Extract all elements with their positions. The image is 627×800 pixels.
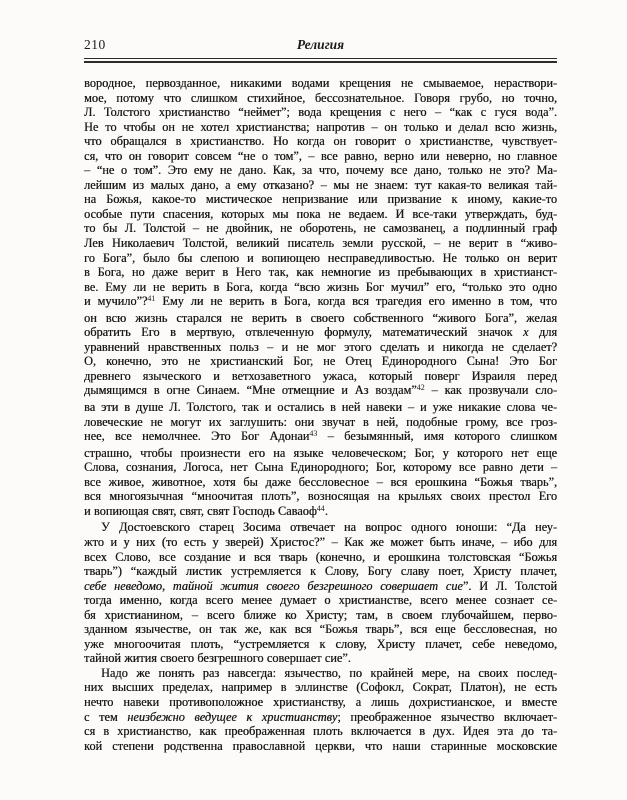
text-line bbox=[84, 369, 557, 384]
text-line bbox=[84, 695, 557, 710]
body-text: – безымянный, имя которого слишком bbox=[317, 429, 557, 444]
body-text: них высших пределах, например в эллинстве (Софокл, Сократ, Платон), не есть bbox=[84, 680, 557, 695]
text-line bbox=[84, 637, 557, 652]
text-line bbox=[84, 680, 557, 695]
body-text: . bbox=[324, 503, 328, 518]
text-line bbox=[84, 120, 557, 135]
text-line bbox=[84, 221, 557, 236]
text-line bbox=[84, 178, 557, 193]
text-line bbox=[84, 383, 557, 400]
text-line bbox=[84, 579, 557, 594]
text-line bbox=[84, 340, 557, 355]
body-text: О, конечно, это не христианский Бог, не Отец Единородного Сына! Это Бог bbox=[84, 354, 557, 369]
body-text: уравнений нравственных польз – и не мог этого сделать и никогда не сделает? bbox=[84, 339, 557, 354]
text-line bbox=[84, 91, 557, 106]
text-line bbox=[84, 265, 557, 280]
text-line bbox=[84, 76, 557, 91]
emphasis-text: неизбежно ведущее к христианству bbox=[127, 709, 338, 724]
body-text: Слова, сознания, Логоса, нет Сына Единородного; Бог, которому все равно дети – bbox=[84, 460, 557, 475]
body-text: вородное, первозданное, никакими водами крещения не смываемое, нераствори- bbox=[84, 76, 557, 90]
paragraph bbox=[84, 520, 557, 665]
text-line bbox=[84, 354, 557, 369]
text-line bbox=[84, 325, 557, 340]
body-text: страшно, чтобы произнести его на языке человеческом; Бог, у которого нет еще bbox=[84, 445, 557, 460]
body-text: ; преображенное язычество включает- bbox=[337, 709, 558, 724]
body-text: вся многоязычная “мноочитая плоть”, возносящая на крыльях своих престол Его bbox=[84, 489, 557, 504]
emphasis-text: x bbox=[522, 325, 529, 340]
text-line bbox=[84, 400, 557, 415]
text-line bbox=[84, 550, 557, 565]
text-line bbox=[84, 460, 557, 475]
body-text: зданном язычестве, он так же, как вся “Божья тварь”, вся еще бессловесная, но bbox=[84, 622, 557, 637]
body-text: мое, потому что слишком стихийное, бессознательное. Говоря грубо, но точно, bbox=[84, 90, 557, 105]
body-text: бя христианином, – всего ближе ко Христу; там, в своем глубочайшем, перво- bbox=[84, 607, 557, 622]
body-text: ”. И Л. Толстой bbox=[462, 578, 557, 593]
text-line bbox=[84, 429, 557, 446]
text-line bbox=[84, 192, 557, 207]
body-text: Не то чтобы он не хотел христианства; напротив – он только и делал всю жизнь, bbox=[84, 119, 557, 134]
text-line bbox=[84, 415, 557, 430]
text-line bbox=[84, 520, 557, 535]
body-text: кой степени родственна православной церкви, что наши старинные московские bbox=[84, 738, 557, 753]
body-text: тварь”) “каждый листик устремляется к Слову, Богу славу поет, Христу плачет, bbox=[84, 564, 557, 579]
footnote-ref: 44 bbox=[316, 503, 325, 513]
text-line bbox=[84, 622, 557, 637]
text-line bbox=[84, 280, 557, 295]
body-text: тогда именно, когда всего менее думает о христианстве, всего менее сознает се- bbox=[84, 593, 557, 608]
body-text: Надо же понять раз навсегда: язычество, по крайней мере, на своих послед- bbox=[101, 665, 557, 680]
body-text: жто и у них (то есть у зверей) Христос?” – Как же может быть иначе, – ибо для bbox=[84, 534, 557, 549]
body-text: ловеческие не могут их заглушить: они звучат в ней, подобные грому, все гроз- bbox=[84, 414, 557, 429]
text-line bbox=[84, 163, 557, 178]
text-line bbox=[84, 446, 557, 461]
body-text: ве. Ему ли не верить в Бога, когда “всю жизнь Бог мучил” его, “только это одно bbox=[84, 279, 557, 294]
body-text: на Божья, какое-то мистическое непризвание или призвание к иному, какие-то bbox=[84, 192, 557, 207]
body-text: нечто навеки противоположное христианству, а лишь дохристианское, и вместе bbox=[84, 694, 557, 709]
body-text: всех Слово, все создание и вся тварь (конечно, и ерошкина толстовская “Божья bbox=[84, 549, 557, 564]
body-text: Л. Толстого христианство “неймет”; вода крещения с него – “как с гуся вода”. bbox=[84, 105, 557, 120]
text-line bbox=[84, 724, 557, 739]
body-text: тайной жития своего безгрешного совершает сие”. bbox=[84, 651, 351, 666]
page-header bbox=[84, 36, 557, 53]
body-text: го Бога”, было бы слепою и вопиющею несправедливостью. Не только он верит bbox=[84, 250, 557, 265]
footnote-ref: 42 bbox=[416, 383, 425, 393]
body-text: древнего языческого и ветхозаветного ужаса, который поверг Израиля перед bbox=[84, 368, 557, 383]
body-text: для bbox=[528, 325, 557, 340]
body-text: Лев Николаевич Толстой, великий писатель земли русской, – не верит в “живо- bbox=[84, 236, 557, 251]
text-block bbox=[84, 76, 557, 753]
body-text: – как прозвучали сло- bbox=[424, 383, 557, 398]
body-text: лейшим из малых дано, а ему отказано? – мы не знаем: тут какая-то великая тай- bbox=[84, 177, 557, 192]
body-text: ва эти в душе Л. Толстого, так и остались в ней навеки – и уже никакие слова че- bbox=[84, 400, 557, 415]
body-text: ся, что он говорит совсем “не о том”, – все равно, верно или неверно, но главное bbox=[84, 148, 557, 163]
text-line bbox=[84, 134, 557, 149]
body-text: и вопиющая свят, свят, свят Господь Саваоф bbox=[84, 503, 317, 518]
text-line bbox=[84, 535, 557, 550]
body-text: – “не о том”. Это ему не дано. Как, за что, почему все дано, только не это? Ма- bbox=[84, 163, 557, 178]
text-line bbox=[84, 251, 557, 266]
paragraph bbox=[84, 666, 557, 753]
body-text: в Бога, но даже верит в Него так, как немногие из пребывающих в христианст- bbox=[84, 265, 557, 280]
text-line bbox=[84, 739, 557, 754]
body-text: ся в христианство, как преображенная плоть включается в дух. Идея эта до та- bbox=[84, 724, 557, 739]
text-line bbox=[84, 608, 557, 623]
body-text: нее, все немолчнее. Это Бог Адонаи bbox=[84, 429, 310, 444]
body-text: Ему ли не верить в Бога, когда вся трагедия его именно в том, что bbox=[155, 294, 557, 309]
text-line bbox=[84, 475, 557, 490]
text-line bbox=[84, 564, 557, 579]
body-text: и мучило”? bbox=[84, 294, 148, 309]
footnote-ref: 41 bbox=[147, 294, 156, 304]
body-text: дымящимся в огне Синаем. “Мне отмещние и Аз воздам” bbox=[84, 383, 417, 398]
running-head: Религия bbox=[296, 37, 345, 52]
paragraph bbox=[84, 76, 557, 520]
body-text: что обращался в христианство. Но когда он говорит о христианстве, чувствует- bbox=[84, 134, 557, 149]
text-line bbox=[84, 105, 557, 120]
text-line bbox=[84, 149, 557, 164]
body-text: особые пути спасения, которых мы пока не ведаем. И все-таки утверждать, буд- bbox=[84, 206, 557, 221]
emphasis-text: себе неведомо, тайной жития своего безгрешного совершает сие bbox=[84, 578, 463, 593]
body-text: то бы Л. Толстой – не двойник, не оборотень, не самозванец, а подлинный граф bbox=[84, 221, 557, 236]
header-rule bbox=[84, 58, 557, 63]
text-line bbox=[84, 710, 557, 725]
text-line bbox=[84, 666, 557, 681]
text-line bbox=[84, 207, 557, 222]
page-number: 210 bbox=[84, 37, 106, 52]
text-line bbox=[84, 311, 557, 326]
text-line bbox=[84, 236, 557, 251]
text-line bbox=[84, 294, 557, 311]
text-line bbox=[84, 489, 557, 504]
body-text: обратить Его в мертвую, отвлеченную формулу, математический значок bbox=[84, 325, 523, 340]
body-text: он всю жизнь старался не верить в своего собственного “живого Бога”, желая bbox=[84, 310, 557, 325]
footnote-ref: 43 bbox=[309, 429, 318, 439]
body-text: У Достоевского старец Зосима отвечает на вопрос одного юноши: “Да неу- bbox=[101, 520, 557, 535]
body-text: уже многоочитая плоть, “устремляется к слову, Христу плачет, себе неведомо, bbox=[84, 636, 557, 651]
text-line bbox=[84, 651, 557, 666]
text-line bbox=[84, 504, 557, 521]
body-text: с тем bbox=[84, 709, 128, 724]
text-line bbox=[84, 593, 557, 608]
body-text: все живое, животное, хотя бы даже бессловесное – вся ерошкина “Божья тварь”, bbox=[84, 474, 557, 489]
